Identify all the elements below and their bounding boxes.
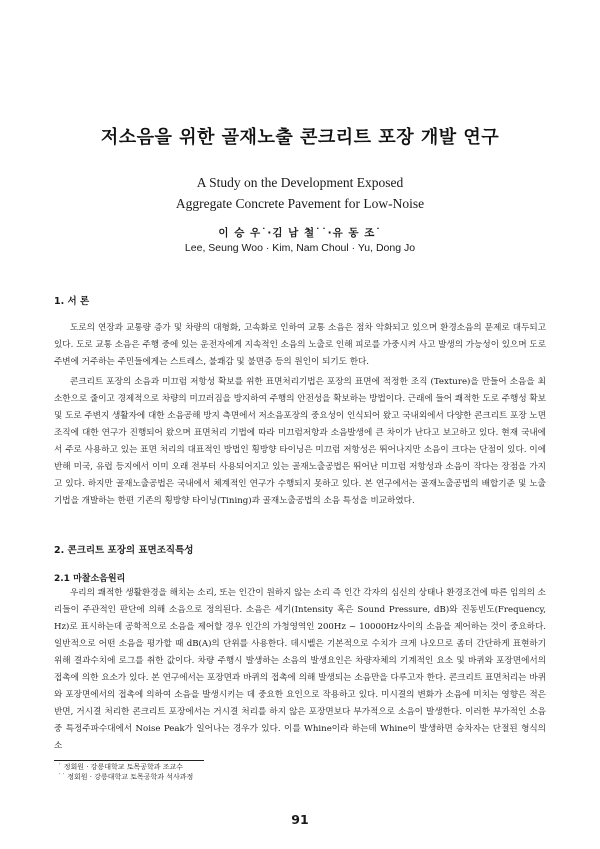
section-2-heading: 2. 콘크리트 포장의 표면조직특성 — [54, 545, 194, 556]
title-english — [0, 172, 600, 214]
title-korean: 저소음을 위한 골재노출 콘크리트 포장 개발 연구 — [100, 127, 500, 148]
subsection-2-1-heading: 2.1 마찰소음원리 — [54, 574, 126, 584]
authors-english: Lee, Seung Woo · Kim, Nam Choul · Yu, Dong Jo — [184, 242, 416, 254]
section-1-paragraph-2: 콘크리트 포장의 소음과 미끄럼 저항성 확보를 위한 표면처리기법은 포장의 표면에 적정한 조직 (Texture)을 만들어 소음을 최소한으로 줄이고 경제적으로 차량의 미끄러짐을 방지하여 주행의 안전성을 확보하는 방법이다. 근래에 들어 쾌적한 도로 주행성 확보 및 도로 주변지 생활자에 대한 소음공해 방지 측면에서 저소음포장의 중요성이 인식되어 왔고 국내외에서 다양한 콘크리트 포장 노면조직에 대한 연구가 진행되어 왔으며 표면처리 기법에 따라 미끄럼저항과 소음발생에 큰 차이가 난다고 보고하고 있다. 현재 국내에서 주로 사용하고 있는 표면 처리의 대표적인 방법인 횡방향 타이닝은 미끄럼 저항성은 뛰어나지만 소음이 크다는 단점이 있다. 이에 반해 미국, 유럽 등지에서 이미 오래 전부터 사용되어지고 있는 골재노출공법은 뛰어난 미끄럼 저항성과 소음이 작다는 장점을 가지고 있다. 하지만 골재노출공법은 국내에서 체계적인 연구가 수행되지 못하고 있다. 본 연구에서는 골재노출공법의 배합기준 및 노출기법을 개발하는 한편 기존의 횡방향 타이닝(Tining)과 골재노출공법의 소음 특성을 비교하였다. — [54, 377, 546, 506]
section-1-heading: 1. 서 론 — [54, 296, 90, 307]
subsection-2-1-paragraph: 우리의 쾌적한 생활환경을 해치는 소리, 또는 인간이 원하지 않는 소리 즉 인간 각자의 심신의 상태나 환경조건에 따른 임의의 소리들이 주관적인 판단에 의해 소음으로 정의된다. 소음은 세기(Intensity 혹은 Sound Pressure, dB)와 진동빈도(Frequency, Hz)로 표시하는데 공학적으로 소음을 제어할 경우 인간의 가청영역인 200Hz ~ 10000Hz사이의 소음을 제어하는 것이 중요하다. 일반적으로 어떤 소음을 평가할 때 dB(A)의 단위를 사용한다. 데시벨은 기본적으로 수치가 크게 나오므로 좀더 간단하게 표현하기 위해 결과수치에 로그를 취한 값이다. 차량 주행시 발생하는 소음의 발생요인은 차량자체의 기계적인 요소 및 바퀴와 포장면에서의 접촉에 의한 요소가 있다. 본 연구에서는 포장면과 바퀴의 접촉에 의해 발생되는 소음만을 다루고자 한다. 콘크리트 표면처리는 바퀴와 포장면에서의 접촉에 의하여 소음을 발생시키는 데 중요한 요인으로 작용하고 있다. 미시결의 변화가 소음에 미치는 영향은 적은 반면, 거시결 처리한 콘크리트 포장에서는 거시결 처리를 하지 않은 포장면보다 부가적으로 소음이 발생한다. 이러한 부가적인 소음 중 특정주파수대에서 Noise Peak가 일어나는 경우가 있다. 이를 Whine이라 하는데 Whine이 발생하면 승차자는 단절된 형식의 소 — [54, 588, 546, 751]
section-1-paragraph-1: 도로의 연장과 교통량 증가 및 차량의 대형화, 고속화로 인하여 교통 소음은 점차 악화되고 있으며 환경소음의 문제로 대두되고 있다. 도로 교통 소음은 주행 중에 있는 운전자에게 지속적인 소음의 노출로 인해 피로를 가중시켜 사고 발생의 가능성이 있으며 도로 주변에 거주하는 주민들에게는 스트레스, 불쾌감 및 불면증 등의 원인이 되기도 한다. — [54, 323, 546, 367]
footnote-divider — [54, 760, 204, 761]
page-number: 91 — [291, 812, 309, 827]
title-english-line2: Aggregate Concrete Pavement for Low-Noise — [175, 196, 425, 211]
authors-korean: 이 승 우˙·김 남 철˙˙·유 동 조˙ — [218, 227, 382, 239]
footnote-1: ˙ 정회원 · 강릉대학교 토목공학과 조교수 — [58, 763, 184, 771]
footnote-2: ˙˙ 정회원 · 강릉대학교 토목공학과 석사과정 — [58, 773, 194, 781]
title-english-line1: A Study on the Development Exposed — [196, 175, 404, 190]
